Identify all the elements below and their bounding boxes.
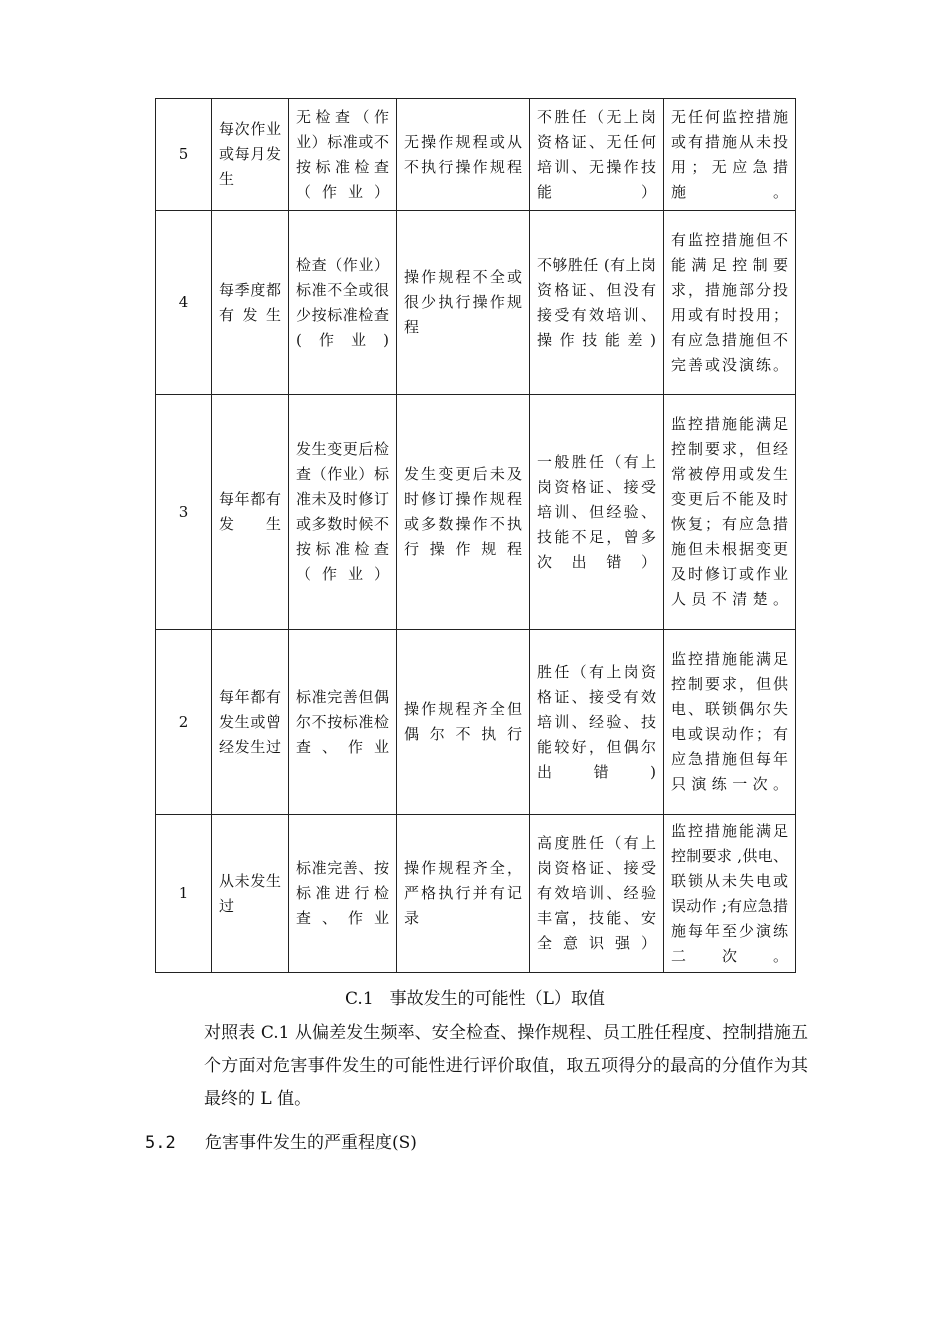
control-cell: 监控措施能满足控制要求，但供电、联锁偶尔失电或误动作；有应急措施但每年只演练一次。 xyxy=(664,630,796,815)
table-row xyxy=(156,630,796,815)
level-cell: 5 xyxy=(156,99,212,211)
table-caption xyxy=(0,984,950,1009)
control-cell: 监控措施能满足控制要求，但经常被停用或发生变更后不能及时恢复；有应急措施但未根据变更及时修订或作业人员不清楚。 xyxy=(664,395,796,630)
section-title: 危害事件发生的严重程度(S) xyxy=(205,1133,417,1153)
inspection-cell: 标准完善但偶尔不按标准检查、作业 xyxy=(289,630,397,815)
frequency-cell: 每季度都有发生 xyxy=(212,211,289,395)
table-row xyxy=(156,99,796,211)
frequency-cell: 每次作业或每月发生 xyxy=(212,99,289,211)
level-cell: 4 xyxy=(156,211,212,395)
competence-cell: 胜任（有上岗资格证、接受有效培训、经验、技能较好，但偶尔出错) xyxy=(530,630,664,815)
inspection-cell: 检查（作业）标准不全或很少按标准检查(作业) xyxy=(289,211,397,395)
body-paragraph: 对照表 C.1 从偏差发生频率、安全检查、操作规程、员工胜任程度、控制措施五个方面对危害事件发生的可能性进行评价取值，取五项得分的最高的分值作为其最终的 L 值。 xyxy=(204,1023,808,1109)
procedure-cell: 发生变更后未及时修订操作规程或多数操作不执行操作规程 xyxy=(397,395,530,630)
procedure-cell: 操作规程不全或很少执行操作规程 xyxy=(397,211,530,395)
competence-cell: 不胜任（无上岗资格证、无任何培训、无操作技能） xyxy=(530,99,664,211)
table-row xyxy=(156,211,796,395)
table-row xyxy=(156,815,796,973)
procedure-cell: 操作规程齐全但偶尔不执行 xyxy=(397,630,530,815)
inspection-cell: 无检查（作业）标准或不按标准检查（作业） xyxy=(289,99,397,211)
section-heading xyxy=(145,1128,417,1153)
inspection-cell: 发生变更后检查（作业）标准未及时修订或多数时候不按标准检查（作业） xyxy=(289,395,397,630)
competence-cell: 不够胜任 (有上岗资格证、但没有接受有效培训、操作技能差) xyxy=(530,211,664,395)
likelihood-table xyxy=(155,98,796,973)
section-number: 5.2 xyxy=(145,1133,176,1153)
table-row xyxy=(156,395,796,630)
control-cell: 无任何监控措施或有措施从未投用；无应急措施。 xyxy=(664,99,796,211)
level-cell: 2 xyxy=(156,630,212,815)
frequency-cell: 从未发生过 xyxy=(212,815,289,973)
control-cell: 有监控措施但不能满足控制要求，措施部分投用或有时投用；有应急措施但不完善或没演练。 xyxy=(664,211,796,395)
control-cell: 监控措施能满足控制要求 ,供电、联锁从未失电或误动作 ;有应急措施每年至少演练二次。 xyxy=(664,815,796,973)
level-cell: 1 xyxy=(156,815,212,973)
frequency-cell: 每年都有发生 xyxy=(212,395,289,630)
competence-cell: 高度胜任（有上岗资格证、接受有效培训、经验丰富，技能、安全意识强） xyxy=(530,815,664,973)
procedure-cell: 操作规程齐全，严格执行并有记录 xyxy=(397,815,530,973)
inspection-cell: 标准完善、按标准进行检查、作业 xyxy=(289,815,397,973)
caption-text: 事故发生的可能性（L）取值 xyxy=(389,989,605,1009)
caption-number: C.1 xyxy=(345,989,374,1009)
level-cell: 3 xyxy=(156,395,212,630)
frequency-cell: 每年都有发生或曾经发生过 xyxy=(212,630,289,815)
procedure-cell: 无操作规程或从不执行操作规程 xyxy=(397,99,530,211)
competence-cell: 一般胜任（有上岗资格证、接受培训、但经验、技能不足，曾多次出错） xyxy=(530,395,664,630)
